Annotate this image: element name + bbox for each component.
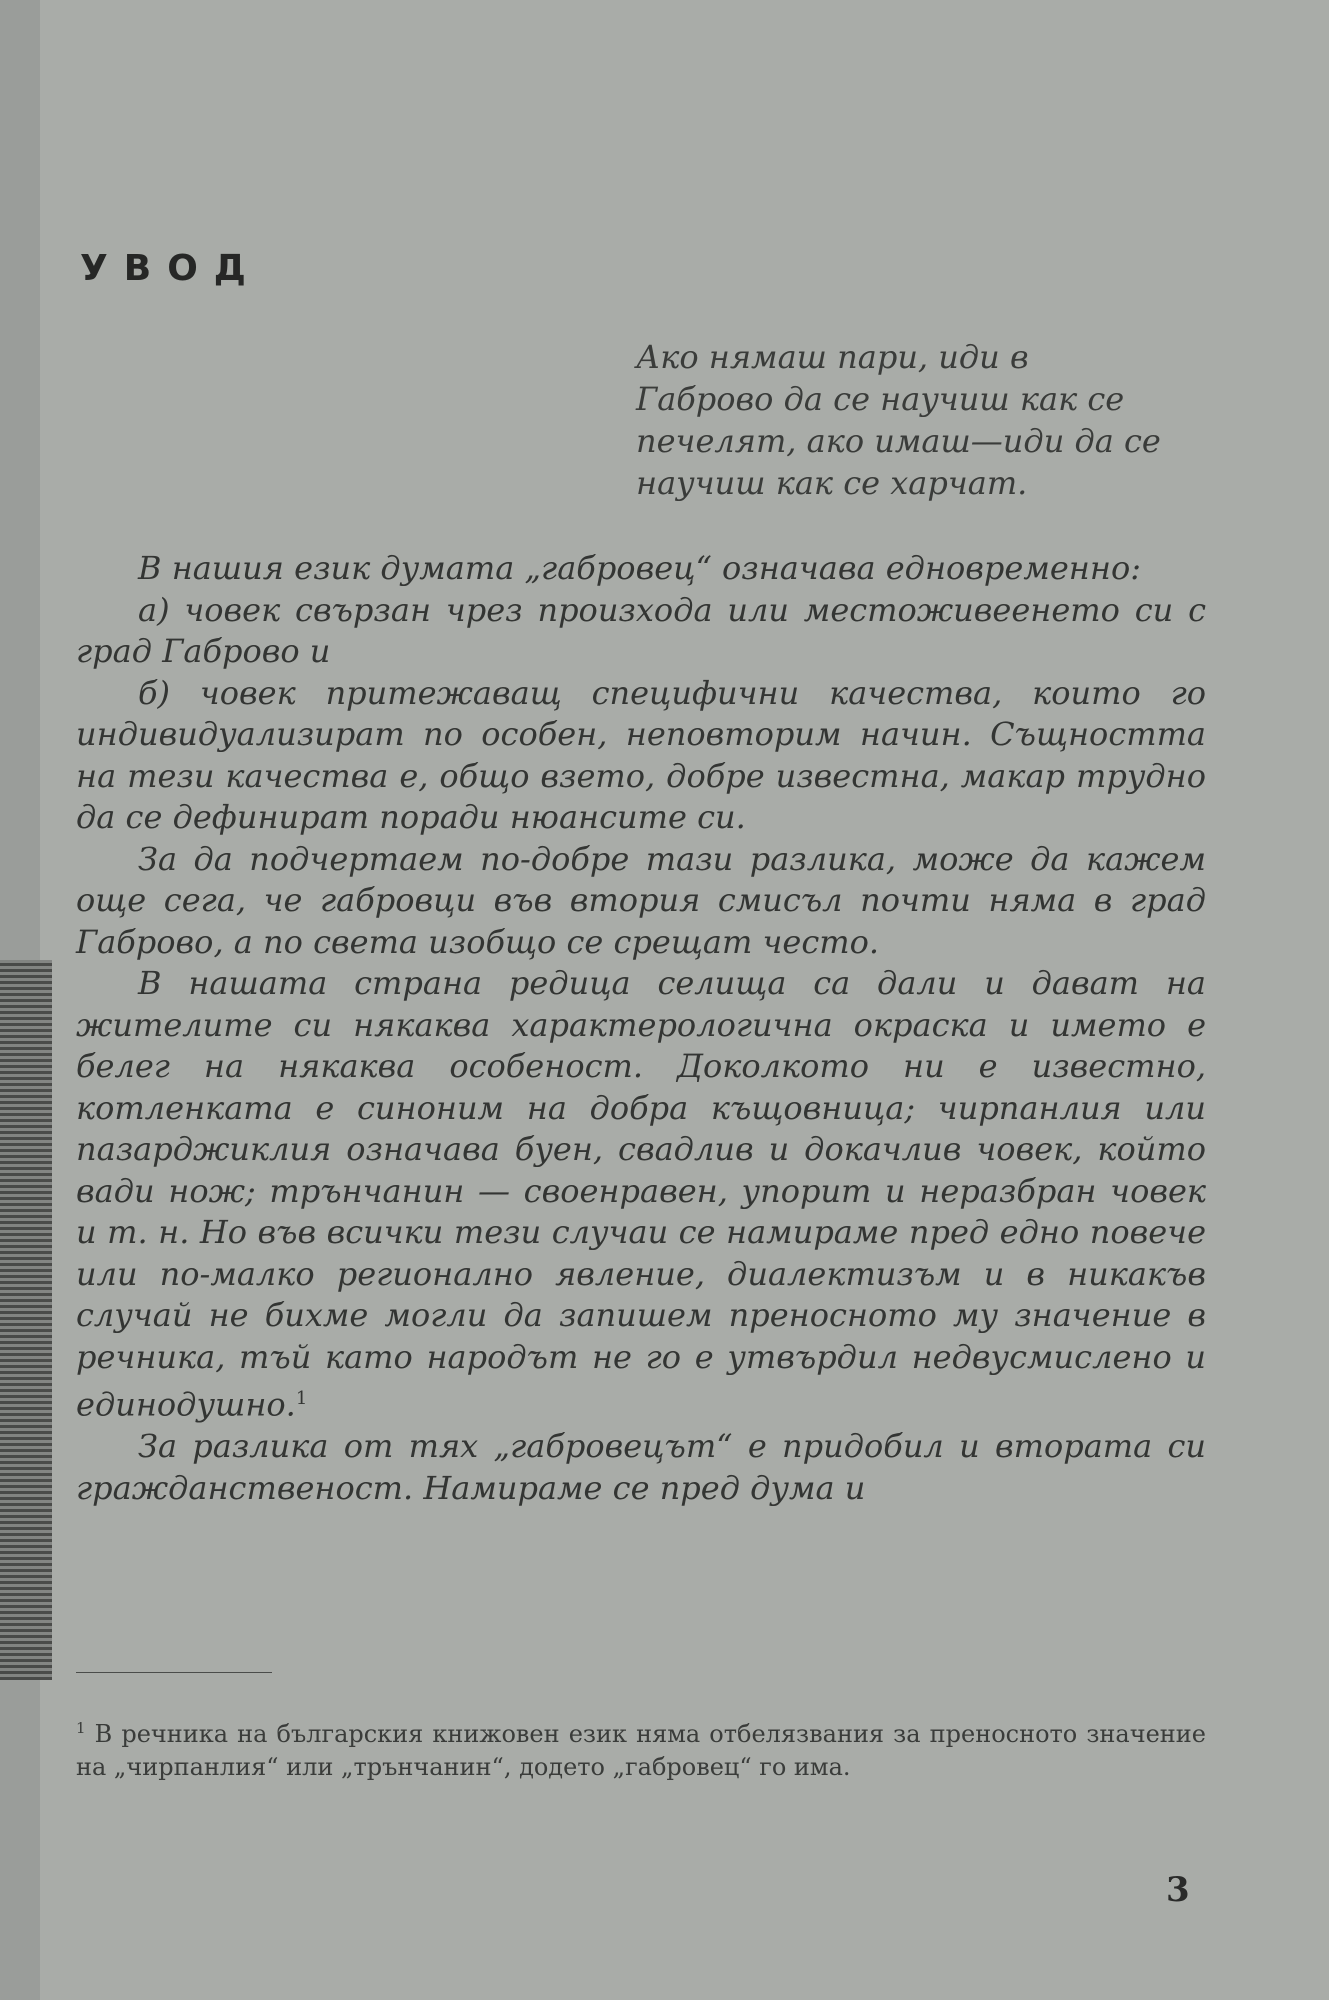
body-text: [76, 548, 1206, 1509]
epigraph-line: Габрово да се научиш как се: [636, 380, 1125, 418]
footnote-marker: 1: [76, 1719, 86, 1737]
chapter-heading: УВОД: [80, 248, 262, 289]
paragraph: За разлика от тях „габровецът“ е придобил и втората си гражданственост. Намираме се пред дума и: [76, 1427, 1206, 1507]
book-page: [40, 0, 1329, 2000]
footnote-divider: [76, 1672, 272, 1673]
epigraph: [636, 336, 1216, 504]
epigraph-line: Ако нямаш пари, иди в: [636, 338, 1029, 376]
footnote-text: В речника на българския книжовен език няма отбелязвания за преносното значение на „чирпанлия“ или „трънчанин“, додето „габровец“ го има.: [76, 1720, 1206, 1781]
page-number: 3: [1166, 1870, 1190, 1910]
epigraph-line: печелят, ако имаш—иди да се: [636, 422, 1161, 460]
paragraph: За да подчертаем по-добре тази разлика, може да кажем още сега, че габровци във втория смисъл почти няма в град Габрово, а по света изобщо се срещат често.: [76, 839, 1206, 961]
adjacent-page-edge: [0, 960, 52, 1680]
paragraph: б) човек притежаващ специфични качества, които го индивидуализират по особен, неповторим начин. Същността на тези качества е, общо взето, добре известна, макар трудно да се дефинират поради нюансите си.: [76, 673, 1206, 836]
paragraph-text: В нашата страна редица селища са дали и дават на жителите си някаква характерологична окраска и името е белег на някаква особеност. Доколкото ни е известно, котленката е синоним на добра къщовница; чирпанлия или пазарджиклия означава буен, свадлив и докачлив човек, който вади нож; трънчанин — своенравен, упорит и неразбран човек и т. н. Но във всички тези случаи се намираме пред едно повече или по-малко регионално явление, диалектизъм и в никакъв случай не бихме могли да запишем преносното му значение в речника, тъй като народът не го е утвърдил недвусмислено и единодушно.: [76, 964, 1206, 1424]
epigraph-line: научиш как се харчат.: [636, 464, 1028, 502]
paragraph: а) човек свързан чрез произхода или местоживеенето си с град Габрово и: [76, 590, 1206, 670]
footnote-reference: 1: [295, 1388, 308, 1409]
paragraph: В нашия език думата „габровец“ означава едновременно:: [138, 549, 1141, 587]
paragraph-with-footnote: [76, 963, 1206, 1426]
footnote: [76, 1712, 1206, 1784]
